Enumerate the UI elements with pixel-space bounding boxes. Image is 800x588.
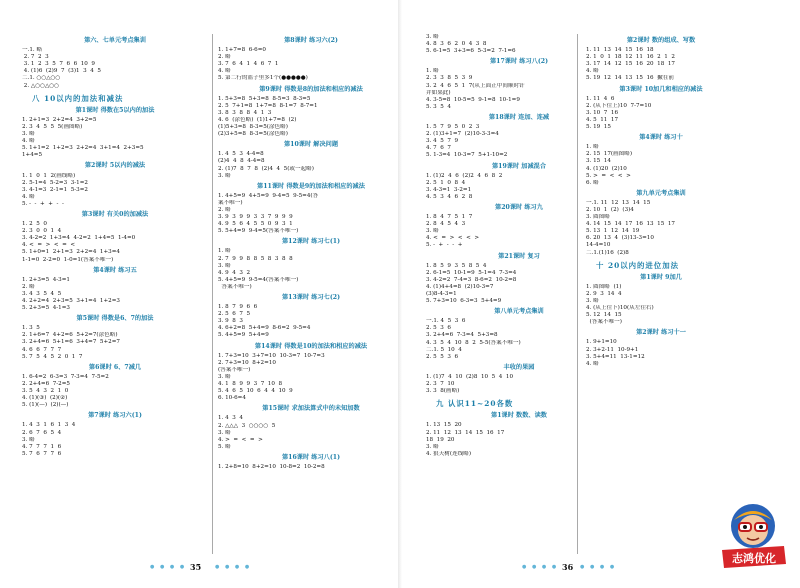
answer-line: 1. 11 13 14 15 16 18: [586, 47, 654, 54]
answer-line: 2. 略: [22, 283, 35, 290]
answer-line: 1. 略: [586, 144, 599, 151]
page-dots-left: ● ● ● ●: [150, 564, 187, 570]
answer-line: 5. 第二行的篮子里多1个(●●●●●): [218, 75, 308, 82]
answer-line: 4. (1)4+4=8 (2)10-3=7: [426, 283, 494, 290]
answer-line: 4. 9 4 3 2: [218, 269, 251, 276]
answer-line: 3. 略: [426, 443, 439, 450]
answer-line: 1. (1)7 4 10 (2)8 10 5 4 10: [426, 373, 514, 380]
answer-line: 3. 4 5 7 9: [426, 138, 459, 145]
answer-line: 4. 3-5=8 10-5=5 9-1=8 10-1=9: [426, 96, 520, 103]
section-heading: 第16课时 练习八(1): [281, 453, 341, 461]
answer-line: 3. 4-2=2 7-4=3 8-6=2 10-2=8: [426, 276, 517, 283]
answer-line: 3. 2 4 6 5 1 7(从上面正中间顺时针: [426, 82, 525, 89]
answer-line: 5. 4+5=9 5+4=9: [218, 332, 269, 339]
answer-line: 5. 7 5 4 5 2 0 1 7: [22, 353, 83, 360]
page-number: 35: [190, 562, 202, 572]
answer-line: 5. 6-1=5 3+3=6 5-3=2 7-1=6: [426, 48, 516, 55]
section-heading: 第1课时 9加几: [640, 273, 682, 281]
answer-line: 1. 8 7 9 6 6: [218, 304, 258, 311]
answer-line: 1. 2+3=5 4-3=1: [22, 276, 70, 283]
answer-line: 2. 7 2 3: [22, 54, 49, 61]
answer-line: 并如果此): [426, 89, 451, 96]
section-heading: 第8课时 练习六(2): [284, 37, 338, 44]
answer-line: 3. 略: [22, 131, 35, 138]
section-heading: 第15课时 求加法算式中的未知加数: [262, 405, 360, 413]
answer-line: (2)4 4 8 4-4=8: [218, 158, 265, 165]
answer-line: 1. 2+1=3 2+2=4 3+2=5: [22, 116, 97, 123]
answer-line: 6. 20 13 4 (3)13-3=10: [586, 235, 654, 242]
answer-line: 5. 3 5 4: [426, 103, 451, 110]
answer-line: 3. 略: [22, 436, 35, 443]
answer-line: 5. 19 12 14 13 15 16 撇在前: [586, 75, 674, 82]
answer-line: 1-1=0 2-2=0 1-0=1(答案不唯一): [22, 256, 114, 263]
section-heading: 第19课时 加减混合: [491, 162, 547, 170]
answer-line: 2. △○○△○○: [22, 82, 60, 89]
answer-line: (答案不唯一): [586, 319, 622, 326]
answer-line: 一.1. 11 12 13 14 15: [586, 199, 651, 206]
answer-line: 4. (从上往下)10(从左往右): [586, 305, 654, 312]
section-heading: 丰收的果园: [503, 363, 535, 371]
answer-line: 3. 1 2 3 5 7 6 6 10 9: [22, 61, 95, 68]
answer-line: 2. 3 0 0 1 4: [22, 228, 62, 235]
answer-line: 2. 10 1 (2) (3)4: [586, 206, 634, 213]
answer-line: 1. (1)2 4 6 (2)2 4 6 8 2: [426, 172, 503, 179]
answer-line: 5. 1+1=2 1+2=3 2+2=4 3+1=4 2+3=5: [22, 145, 144, 152]
answer-line: 1. 6-4=2 6-3=3 7-3=4 7-5=2: [22, 373, 109, 380]
answer-line: 2. 略: [218, 54, 231, 61]
answer-line: 答案不唯一): [218, 283, 252, 290]
answer-line: 3. 17 14 12 15 16 20 18 17: [586, 61, 675, 68]
answer-line: 2. 3+2-11 10-9+1: [586, 346, 639, 353]
answer-line: 3. 5+4=11 13-1=12: [586, 353, 645, 360]
answer-line: 4. 6 (涂色略) (1)1+7=8 (2): [218, 116, 297, 123]
answer-line: 4. 略: [22, 138, 35, 145]
answer-line: 2. 8 4 5 4 3: [426, 221, 466, 228]
section-heading: 第八单元考点集训: [494, 308, 544, 316]
answer-line: 二.1. 5 10 4: [426, 346, 462, 353]
section-heading: 第9课时 得数是8的加法和相应的减法: [259, 85, 363, 93]
page-dots-right-2: ● ● ● ●: [580, 564, 617, 570]
answer-line: 1. 1+7=8 6-6=0: [218, 47, 266, 54]
page-dots-left-2: ● ● ● ●: [215, 564, 252, 570]
section-heading: 第18课时 连加、连减: [488, 113, 550, 121]
answer-line: 2. 7+3=10 8+2=10: [218, 359, 276, 366]
section-heading: 第3课时 10加几和相应的减法: [619, 85, 703, 93]
answer-line: 3. 略: [218, 429, 231, 436]
answer-line: 3. 略: [218, 262, 231, 269]
answer-line: 1. 圆图略 (1): [586, 283, 622, 290]
section-heading: 第20课时 练习九: [495, 203, 543, 211]
answer-line: 4. 14 15 14 17 16 13 15 17: [586, 221, 675, 228]
answer-line: (1)5+3=8 8-3=5(涂色略): [218, 124, 288, 131]
answer-line: 1. 9+1=10: [586, 339, 617, 346]
answer-line: 2. 6-1=5 10-1=9 5-1=4 7-3=4: [426, 269, 517, 276]
answer-line: 2. 5-1=4 5-2=3 3-1=2: [22, 179, 88, 186]
answer-line: 2. (1)3+1=7 (2)10-3-3=4: [426, 131, 499, 138]
answer-line: 3. 8 3 8 8 4 1 3: [218, 109, 272, 116]
answer-line: 1. 5+3=8 5+3=8 8-5=3 8-3=5: [218, 95, 311, 102]
answer-line: 2. △△△ 3 ○○○○ 5: [218, 422, 276, 429]
answer-line: 1. 4 3 1 6 1 3 4: [22, 422, 76, 429]
answer-line: 1. 5 7 9 5 0 2 3: [426, 124, 480, 131]
answer-line: 3. 3 8(画略): [426, 388, 460, 395]
section-heading: 第3课时 有关0的加减法: [81, 210, 149, 218]
answer-line: 5. > = < < >: [586, 172, 631, 179]
answer-line: 14-4=10: [586, 242, 611, 249]
answer-line: 5. (1)(—) (2)(—): [22, 402, 69, 409]
section-heading: 第4课时 练习十: [639, 134, 683, 142]
answer-line: 3. 2+4=6 7-3=4 5+3=8: [426, 332, 498, 339]
answer-line: 3. 5 4 3 2 1 0: [22, 388, 69, 395]
answer-line: 2. (1)7 8 7 8 (2)4 4 5(或一起略): [218, 165, 314, 172]
answer-line: 二.1.(1)16 (2)8: [586, 249, 629, 256]
answer-line: 5. 12 14 15: [586, 312, 622, 319]
answer-line: 6. 略: [586, 179, 599, 186]
answer-line: 1. 8 4 7 5 1 7: [426, 214, 473, 221]
answer-line: 3. 15 14: [586, 158, 611, 165]
answer-line: 3. 略: [426, 228, 439, 235]
answer-line: 1. 3 5: [22, 325, 40, 332]
section-heading: 八 10以内的加法和减法: [32, 93, 124, 103]
answer-line: 3. 略: [218, 172, 231, 179]
answer-line: 2. 5 6 7 5: [218, 311, 251, 318]
answer-line: 5. 4+5=9 9-5=4(答案不唯一): [218, 276, 299, 283]
right-page: [402, 0, 800, 588]
answer-line: 3. 略: [426, 34, 439, 40]
answer-line: 2. 3 4 5 5 5(画图略): [22, 123, 83, 130]
answer-line: 1. 2+8=10 8+2=10 10-8=2 10-2=8: [218, 463, 325, 470]
answer-line: 二.1. ○○△○○: [22, 75, 61, 82]
mascot-logo-text: 志鸿优化: [732, 552, 776, 565]
answer-line: 4. 略: [586, 68, 599, 75]
section-heading: 第六、七单元考点集训: [84, 37, 146, 44]
answer-column-4: [586, 34, 736, 368]
answer-line: 4. (1)20 (2)10: [586, 165, 627, 172]
answer-line: 6. 10-6=4: [218, 395, 246, 402]
answer-line: 2. 5 3 6: [426, 325, 451, 332]
answer-line: 2. 5 5 3 6: [426, 353, 459, 360]
answer-line: 4. 9 5 6 4 5 5 0 9 3 1: [218, 221, 293, 228]
answer-line: 一.1. 4 5 3 6: [426, 318, 466, 325]
answer-line: 一.1. 略: [22, 47, 43, 54]
answer-line: 1. 4 3 4: [218, 415, 243, 422]
answer-line: 5. 略: [218, 443, 231, 450]
answer-line: 1+4=5: [22, 152, 43, 159]
section-heading: 第4课时 练习五: [93, 266, 137, 274]
answer-column-1: [22, 34, 208, 458]
answer-line: 4. (1)6 (2)9 7 (3)1 3 4 5: [22, 68, 101, 75]
mascot-logo-icon: [716, 496, 790, 574]
section-heading: 第17课时 练习八(2): [489, 58, 549, 66]
answer-line: 2. 1 0 1 18 12 11 16 2 1 2: [586, 54, 675, 61]
answer-line: 2. 2+4=6 7-2=5: [22, 380, 70, 387]
answer-line: 2. 3 3 8 5 3 9: [426, 75, 473, 82]
section-heading: 第1课时 得数在5以内的加法: [75, 106, 155, 114]
answer-line: 1. 7+3=10 3+7=10 10-3=7 10-7=3: [218, 352, 325, 359]
answer-line: 5. - - + + - -: [22, 200, 64, 207]
answer-line: 1. 略: [218, 248, 231, 255]
answer-line: 4. (1)(③) (2)(②): [22, 395, 68, 402]
answer-line: 5. 5+4=9 9-4=5(答案不唯一): [218, 228, 299, 235]
answer-column-3: [426, 34, 612, 458]
answer-line: 2. 1+6=7 4+2=6 5+2=7(涂色略): [22, 332, 118, 339]
section-heading: 第10课时 解决问题: [283, 141, 339, 149]
answer-line: 5. 7+3=10 6-3=3 5+4=9: [426, 298, 502, 305]
answer-line: 5. 19 15: [586, 124, 611, 131]
answer-line: 3. 10 7 16: [586, 109, 619, 116]
answer-line: 4. 6 6 7 7 7: [22, 346, 62, 353]
answer-line: 1. 8 5 9 3 5 8 5 4: [426, 262, 487, 269]
page-dots-right: ● ● ● ●: [522, 564, 559, 570]
section-heading: 第6课时 6、7减几: [88, 363, 142, 371]
answer-line: 2. 9 3 14 4: [586, 290, 622, 297]
answer-line: 案不唯一): [218, 199, 243, 206]
answer-line: 4. 狼天树(连线略): [426, 450, 472, 457]
column-divider: [212, 34, 213, 554]
answer-line: (答案不唯一): [218, 366, 251, 373]
page-number: 36: [562, 562, 574, 572]
answer-line: 4. < = > < < >: [426, 235, 480, 242]
answer-line: 3. 略: [586, 298, 599, 304]
answer-line: 4. 5 11 17: [586, 116, 619, 123]
answer-line: 3. 4-2=2 1+3=4 4-2=2 1+4=5 1-4=0: [22, 235, 136, 242]
answer-line: 3. 4-3=1 3-2=1: [426, 186, 472, 193]
answer-line: 2. 6 7 6 5 4: [22, 429, 62, 436]
section-heading: 第九单元考点集训: [636, 189, 686, 197]
answer-line: 3. 9 3 9 9 3 3 7 9 9 9: [218, 214, 293, 221]
answer-line: 5. 1+0=1 2+1=3 2+2=4 1+3=4: [22, 249, 120, 256]
section-heading: 第2课时 练习十一: [636, 329, 686, 337]
section-heading: 第7课时 练习六(1): [88, 412, 142, 420]
answer-line: 1. 略: [426, 68, 439, 75]
section-heading: 第21课时 复习: [498, 252, 540, 260]
answer-line: 1. 13 15 20: [426, 422, 462, 429]
answer-line: (3)8-4-3=1: [426, 291, 457, 297]
section-heading: 第13课时 练习七(2): [281, 294, 341, 301]
answer-line: 2. 5 7+1=8 1+7=8 8-1=7 8-7=1: [218, 102, 318, 109]
section-heading: 第2课时 5以内的减法: [84, 162, 146, 170]
answer-line: 4. > = < = >: [218, 436, 263, 443]
answer-line: 2. 15 17(画图略): [586, 151, 633, 158]
answer-line: 1. 4 5 3 4-4=8: [218, 151, 264, 158]
section-heading: 第5课时 得数是6、7的加法: [76, 315, 154, 323]
answer-line: 3. 7 6 4 1 4 6 7 1: [218, 61, 279, 68]
answer-line: 3. 2+4=6 5+1=6 3+4=7 5+2=7: [22, 339, 120, 346]
answer-line: 4. 8 3 6 2 0 4 3 8: [426, 41, 487, 48]
answer-line: 4. 7 7 7 1 6: [22, 443, 62, 450]
answer-line: 18 19 20: [426, 436, 455, 443]
section-heading: 十 20以内的进位加法: [596, 260, 679, 270]
left-page: [0, 0, 398, 588]
answer-line: 1. 11 4 6: [586, 95, 615, 102]
answer-line: 2. 11 12 13 14 15 16 17: [426, 429, 505, 436]
answer-line: 2. 5 1 0 8 4: [426, 179, 466, 186]
answer-line: 2. 3 7 10: [426, 381, 455, 388]
answer-line: 2. 7 9 9 8 8 5 8 3 8 8: [218, 255, 293, 262]
section-heading: 第1课时 数数、读数: [491, 412, 547, 420]
answer-line: 3. 4 3 5 4 5: [22, 290, 62, 297]
answer-line: 5. 2+3=5 4-1=3: [22, 305, 70, 312]
answer-line: 5. 4 6 5 10 6 4 4 10 9: [218, 388, 293, 395]
answer-line: 5. 1-3=4 10-3=7 5+1-10=2: [426, 152, 508, 159]
answer-line: 4. 略: [22, 193, 35, 200]
answer-line: (2)3+5=8 8-3=5(涂色略): [218, 131, 288, 138]
answer-line: 5. 7 6 7 7 6: [22, 450, 62, 457]
answer-line: 5. - + - - +: [426, 242, 463, 249]
section-heading: 九 认识11~20各数: [436, 399, 514, 409]
answer-line: 3. 4-1=3 2-1=1 5-3=2: [22, 186, 88, 193]
answer-line: 1. 4+5=9 4+5=9 9-4=5 9-5=4(答: [218, 192, 319, 199]
answer-line: 4. 7 6 7: [426, 145, 451, 152]
answer-line: 4. 略: [218, 68, 231, 75]
section-heading: 第12课时 练习七(1): [281, 238, 341, 246]
answer-line: 4. 6+2=8 5+4=9 8-6=2 9-5=4: [218, 325, 311, 332]
answer-column-2: [218, 34, 404, 471]
answer-line: 4. 略: [586, 360, 599, 367]
column-divider: [577, 34, 578, 554]
answer-line: 3. 9 8 3: [218, 318, 243, 325]
answer-line: 3. 略: [218, 373, 231, 380]
answer-line: 2. 略: [218, 206, 231, 213]
answer-line: 1. 1 0 1 2(画线略): [22, 172, 76, 179]
section-heading: 第2课时 数的组成、写数: [626, 37, 696, 44]
answer-line: 4. 5 3 4 6 2 8: [426, 193, 473, 200]
answer-line: 4. 2+2=4 2+3=5 3+1=4 1+2=3: [22, 298, 120, 304]
answer-line: 4. 3 5 4 10 8 2 5-5(答案不唯一): [426, 339, 521, 346]
answer-line: 2. (从下往上)10 7-7=10: [586, 102, 652, 109]
section-heading: 第11课时 得数是9的加法和相应的减法: [257, 182, 365, 190]
answer-line: 4. < = > < = <: [22, 242, 76, 249]
answer-line: 3. 圆图略: [586, 214, 610, 221]
answer-line: 1. 2 5 0: [22, 221, 47, 228]
section-heading: 第14课时 得数是10的加法和相应的减法: [254, 342, 368, 350]
answer-line: 5. 13 1 12 14 19: [586, 228, 640, 235]
answer-line: 4. 1 8 9 9 3 7 10 8: [218, 381, 283, 388]
